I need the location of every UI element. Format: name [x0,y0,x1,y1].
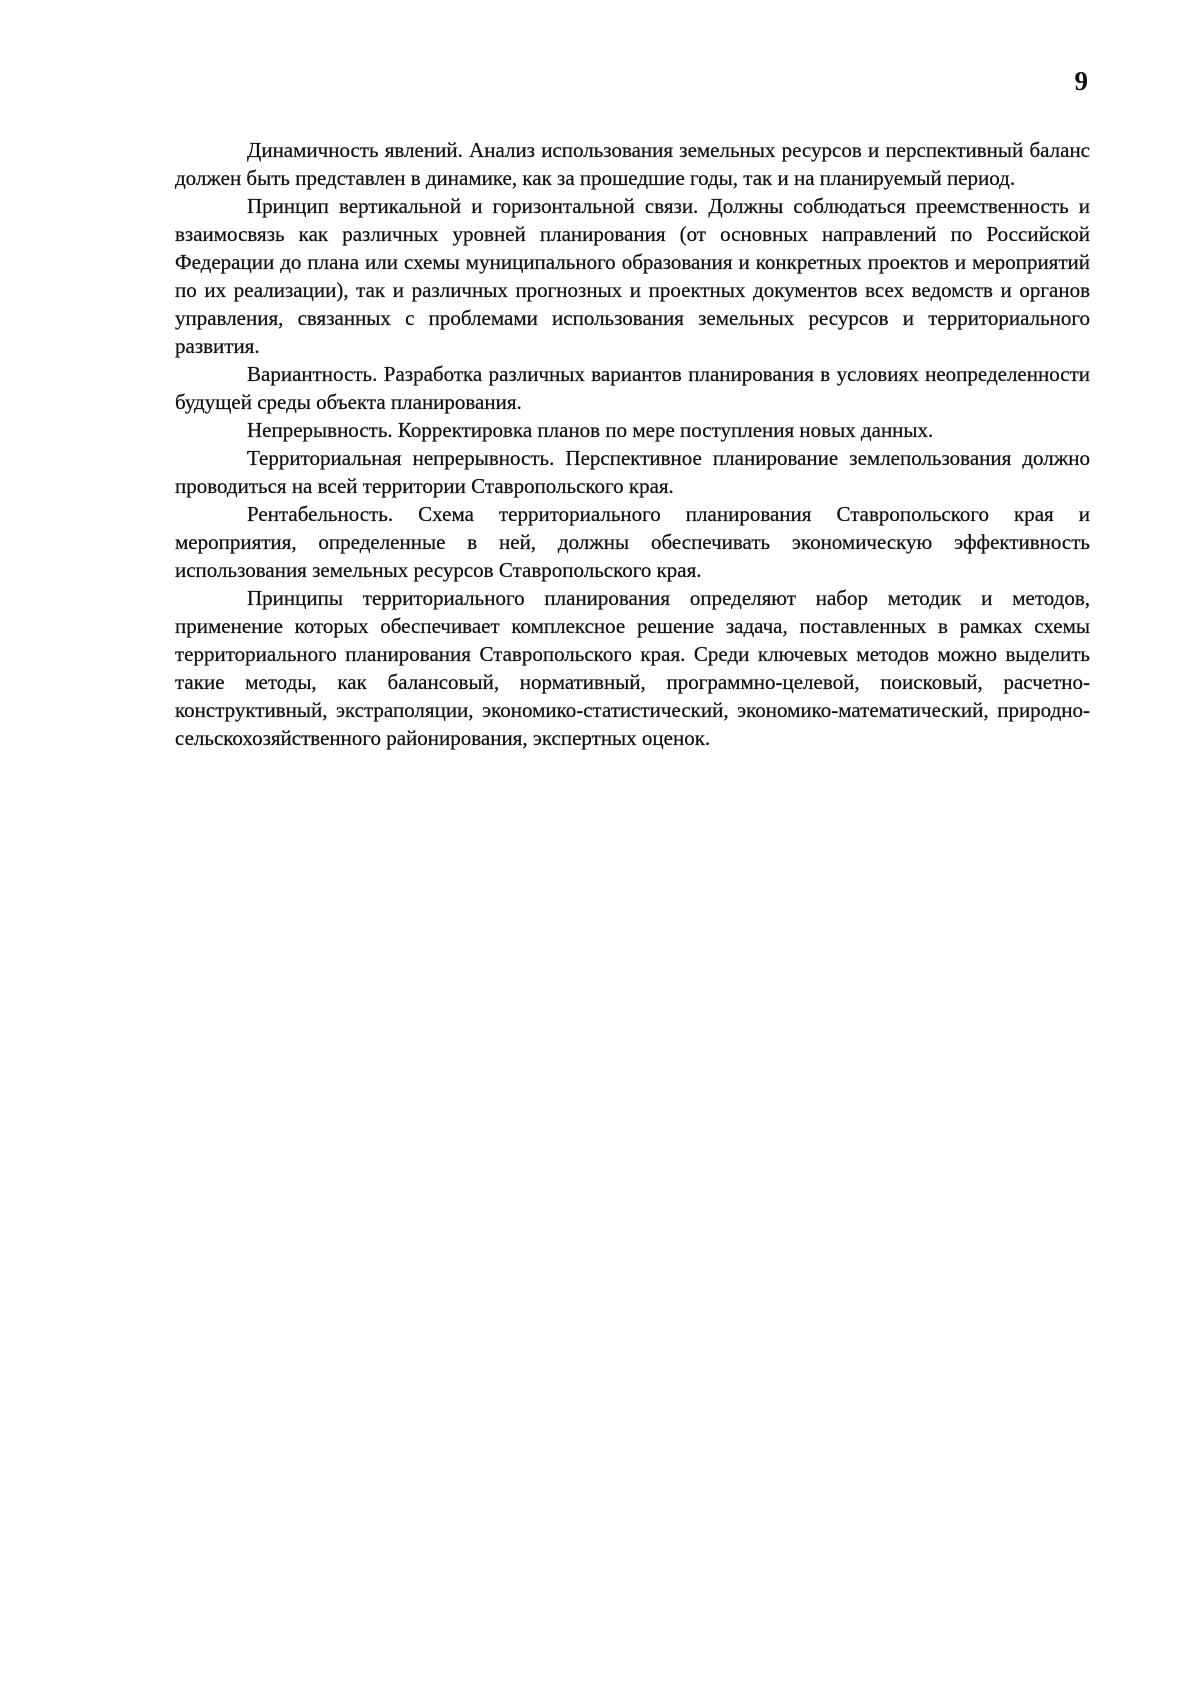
paragraph-territorial-continuity: Территориальная непрерывность. Перспективное планирование землепользования должно проводиться на всей территории Ставропольского края. [175,446,1090,498]
page-number: 9 [1074,66,1088,96]
paragraph-methods: Принципы территориального планирования определяют набор методик и методов, применение которых обеспечивает комплексное решение задача, поставленных в рамках схемы территориального планирования Ставропольского края. Среди ключевых методов можно выделить такие методы, как балансовый, нормативный, программно-целевой, поисковый, расчетно-конструктивный, экстраполяции, экономико-статистический, экономико-математический, природно-сельскохозяйственного районирования, экспертных оценок. [175,586,1090,750]
paragraph-profitability: Рентабельность. Схема территориального планирования Ставропольского края и мероприятия, определенные в ней, должны обеспечивать экономическую эффективность использования земельных ресурсов Ставропольского края. [175,502,1090,582]
paragraph-dynamics: Динамичность явлений. Анализ использования земельных ресурсов и перспективный баланс должен быть представлен в динамике, как за прошедшие годы, так и на планируемый период. [175,138,1090,190]
paragraph-continuity: Непрерывность. Корректировка планов по мере поступления новых данных. [247,418,934,442]
paragraph-variability: Вариантность. Разработка различных вариантов планирования в условиях неопределенности будущей среды объекта планирования. [175,362,1090,414]
paragraph-vertical-horizontal-link: Принцип вертикальной и горизонтальной связи. Должны соблюдаться преемственность и взаимосвязь как различных уровней планирования (от основных направлений по Российской Федерации до плана или схемы муниципального образования и конкретных проектов и мероприятий по их реализации), так и различных прогнозных и проектных документов всех ведомств и органов управления, связанных с проблемами использования земельных ресурсов и территориального развития. [175,194,1090,358]
document-body [175,136,1090,752]
